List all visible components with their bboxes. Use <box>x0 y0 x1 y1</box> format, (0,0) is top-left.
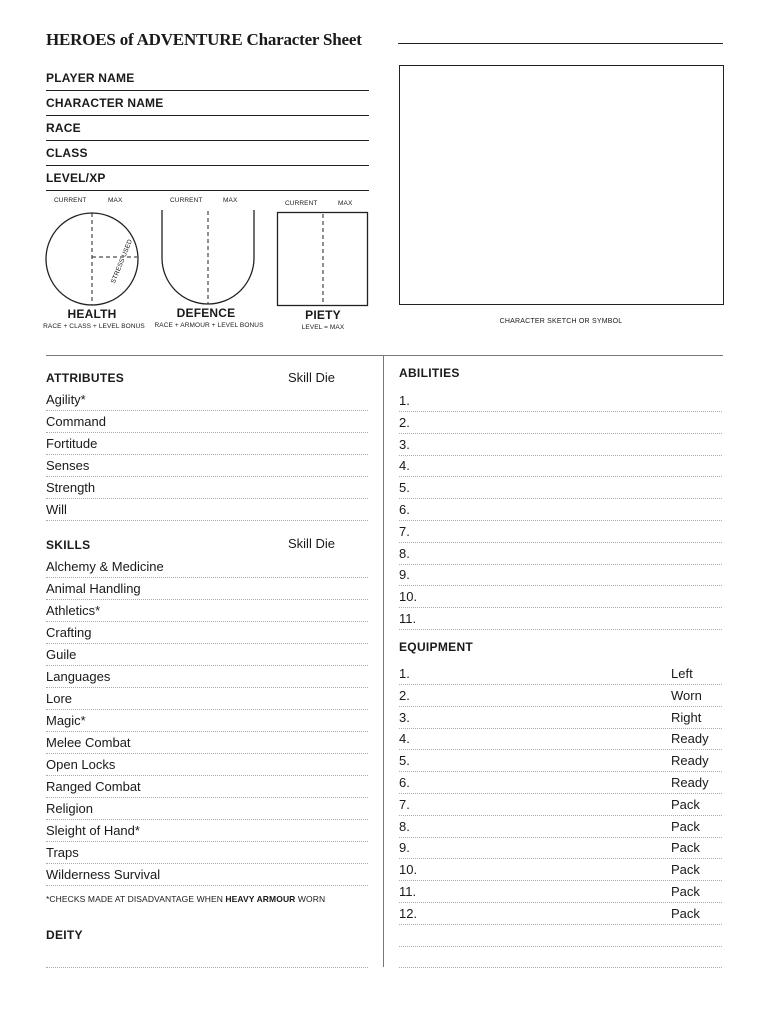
character-name-field[interactable] <box>46 91 369 116</box>
ability-row[interactable] <box>399 542 722 565</box>
equipment-item-slot: Ready <box>671 731 709 747</box>
skill-row[interactable] <box>46 599 368 622</box>
level-xp-field[interactable] <box>46 166 369 191</box>
equipment-item-row[interactable] <box>399 793 722 816</box>
health-max-label: MAX <box>108 197 123 204</box>
defence-max-label: MAX <box>223 197 238 204</box>
skill-label: Languages <box>46 669 111 684</box>
attribute-row[interactable] <box>46 498 368 521</box>
sketch-caption: CHARACTER SKETCH OR SYMBOL <box>499 318 623 325</box>
equipment-item-row[interactable] <box>399 706 722 729</box>
class-field[interactable] <box>46 141 369 166</box>
equipment-item-row[interactable] <box>399 749 722 772</box>
skill-row[interactable] <box>46 665 368 688</box>
defence-current-label: CURRENT <box>170 197 203 204</box>
equipment-item-slot: Pack <box>671 796 700 812</box>
equipment-item-slot: Ready <box>671 753 709 769</box>
equipment-item-row[interactable] <box>399 684 722 707</box>
attribute-label: Will <box>46 502 67 517</box>
equipment-item-label: 3. <box>399 709 410 725</box>
skill-row[interactable] <box>46 775 368 798</box>
attribute-label: Strength <box>46 480 96 495</box>
piety-label: PIETY <box>305 308 341 322</box>
equipment-item-row[interactable] <box>399 771 722 794</box>
footnote-bold: HEAVY ARMOUR <box>225 894 296 904</box>
skill-row[interactable] <box>46 621 368 644</box>
equipment-item-slot: Worn <box>671 687 702 703</box>
skill-label: Magic* <box>46 713 86 728</box>
equipment-extra-line[interactable] <box>399 946 722 947</box>
attribute-row[interactable] <box>46 432 368 455</box>
skill-row[interactable] <box>46 863 368 886</box>
skill-row[interactable] <box>46 555 368 578</box>
skill-label: Alchemy & Medicine <box>46 559 164 574</box>
ability-label: 4. <box>399 458 410 474</box>
skill-row[interactable] <box>46 643 368 666</box>
character-sketch-box[interactable] <box>399 65 724 305</box>
ability-label: 3. <box>399 436 410 452</box>
attributes-heading: ATTRIBUTES <box>46 371 125 385</box>
skill-label: Athletics* <box>46 603 101 618</box>
stress-used-label: STRESS USED <box>110 238 135 285</box>
skills-skill-die-heading: Skill Die <box>288 536 335 551</box>
ability-row[interactable] <box>399 411 722 434</box>
health-formula: RACE + CLASS + LEVEL BONUS <box>43 323 145 330</box>
equipment-item-label: 5. <box>399 753 410 769</box>
skill-label: Wilderness Survival <box>46 867 161 882</box>
equipment-item-label: 12. <box>399 905 418 921</box>
character-name-label: CHARACTER NAME <box>46 96 164 110</box>
ability-label: 10. <box>399 589 418 605</box>
attribute-label: Command <box>46 414 106 429</box>
equipment-item-row[interactable] <box>399 727 722 750</box>
piety-max-label: MAX <box>338 200 353 207</box>
class-label: CLASS <box>46 146 88 160</box>
skill-row[interactable] <box>46 819 368 842</box>
skill-label: Guile <box>46 647 77 662</box>
ability-label: 8. <box>399 545 410 561</box>
ability-row[interactable] <box>399 563 722 586</box>
piety-current-label: CURRENT <box>285 200 318 207</box>
equipment-item-slot: Pack <box>671 905 700 921</box>
defence-gauge[interactable] <box>160 208 256 306</box>
player-name-label: PLAYER NAME <box>46 71 135 85</box>
player-name-field[interactable] <box>46 66 369 91</box>
attribute-row[interactable] <box>46 476 368 499</box>
ability-row[interactable] <box>399 433 722 456</box>
skill-row[interactable] <box>46 841 368 864</box>
skill-label: Sleight of Hand* <box>46 823 140 838</box>
ability-label: 11. <box>399 611 417 626</box>
skills-heading: SKILLS <box>46 538 91 552</box>
skill-label: Open Locks <box>46 757 116 772</box>
skill-label: Animal Handling <box>46 581 141 596</box>
equipment-item-label: 2. <box>399 687 410 703</box>
equipment-item-label: 11. <box>399 884 417 899</box>
race-field[interactable] <box>46 116 369 141</box>
piety-formula: LEVEL = MAX <box>301 324 345 331</box>
deity-heading: DEITY <box>46 928 83 942</box>
attribute-row[interactable] <box>46 454 368 477</box>
health-gauge[interactable] <box>44 208 150 312</box>
ability-label: 7. <box>399 523 410 539</box>
equipment-item-label: 4. <box>399 731 410 747</box>
attribute-label: Senses <box>46 458 90 473</box>
skill-label: Lore <box>46 691 73 706</box>
defence-label: DEFENCE <box>176 306 236 320</box>
ability-row[interactable] <box>399 476 722 499</box>
level-xp-label: LEVEL/XP <box>46 171 106 185</box>
equipment-item-slot: Right <box>671 709 702 725</box>
ability-label: 1. <box>399 393 410 408</box>
skill-label: Crafting <box>46 625 92 640</box>
equipment-item-row[interactable] <box>399 880 722 903</box>
attribute-row[interactable] <box>46 388 368 411</box>
sheet-title: HEROES of ADVENTURE Character Sheet <box>46 30 362 49</box>
title-rule <box>398 43 723 44</box>
defence-formula: RACE + ARMOUR + LEVEL BONUS <box>154 322 264 329</box>
ability-label: 9. <box>399 567 410 583</box>
equipment-item-row[interactable] <box>399 902 722 925</box>
ability-row[interactable] <box>399 498 722 521</box>
ability-row[interactable] <box>399 607 722 630</box>
skill-row[interactable] <box>46 753 368 776</box>
ability-row[interactable] <box>399 389 722 412</box>
equipment-heading: EQUIPMENT <box>399 640 474 654</box>
attributes-skill-die-heading: Skill Die <box>288 370 335 385</box>
attribute-label: Fortitude <box>46 436 98 451</box>
equipment-item-row[interactable] <box>399 815 722 838</box>
equipment-item-slot: Ready <box>671 775 709 790</box>
equipment-item-row[interactable] <box>399 662 722 685</box>
skill-row[interactable] <box>46 577 368 600</box>
equipment-item-row[interactable] <box>399 858 722 881</box>
footnote-prefix: *CHECKS MADE AT DISADVANTAGE WHEN <box>46 894 226 904</box>
equipment-item-slot: Left <box>671 666 693 681</box>
equipment-extra-line[interactable] <box>399 967 722 968</box>
skill-row[interactable] <box>46 709 368 732</box>
equipment-item-slot: Pack <box>671 884 700 899</box>
equipment-item-slot: Pack <box>671 818 700 834</box>
attribute-row[interactable] <box>46 410 368 433</box>
health-label: HEALTH <box>67 307 117 321</box>
piety-gauge[interactable] <box>276 211 370 307</box>
equipment-item-label: 8. <box>399 818 410 834</box>
skill-label: Ranged Combat <box>46 779 141 794</box>
skill-row[interactable] <box>46 731 368 754</box>
skill-row[interactable] <box>46 797 368 820</box>
skill-label: Religion <box>46 801 93 816</box>
ability-row[interactable] <box>399 454 722 477</box>
footnote-suffix: WORN <box>295 894 326 904</box>
ability-label: 5. <box>399 480 410 496</box>
ability-label: 2. <box>399 414 410 430</box>
heavy-armour-footnote <box>46 894 325 904</box>
attribute-label: Agility* <box>46 392 86 407</box>
equipment-item-slot: Pack <box>671 862 700 878</box>
section-divider <box>46 355 723 356</box>
column-divider <box>383 355 384 967</box>
ability-label: 6. <box>399 502 410 517</box>
ability-row[interactable] <box>399 520 722 543</box>
equipment-item-slot: Pack <box>671 840 700 856</box>
skill-label: Melee Combat <box>46 735 131 750</box>
skill-row[interactable] <box>46 687 368 710</box>
race-label: RACE <box>46 121 81 135</box>
equipment-item-label: 10. <box>399 862 418 878</box>
health-current-label: CURRENT <box>54 197 87 204</box>
ability-row[interactable] <box>399 585 722 608</box>
equipment-item-label: 7. <box>399 796 410 812</box>
abilities-heading: ABILITIES <box>399 366 460 380</box>
equipment-item-label: 9. <box>399 840 410 856</box>
equipment-item-label: 6. <box>399 775 410 790</box>
deity-line[interactable] <box>46 967 368 968</box>
equipment-item-row[interactable] <box>399 836 722 859</box>
skill-label: Traps <box>46 845 79 860</box>
equipment-item-label: 1. <box>399 666 410 681</box>
